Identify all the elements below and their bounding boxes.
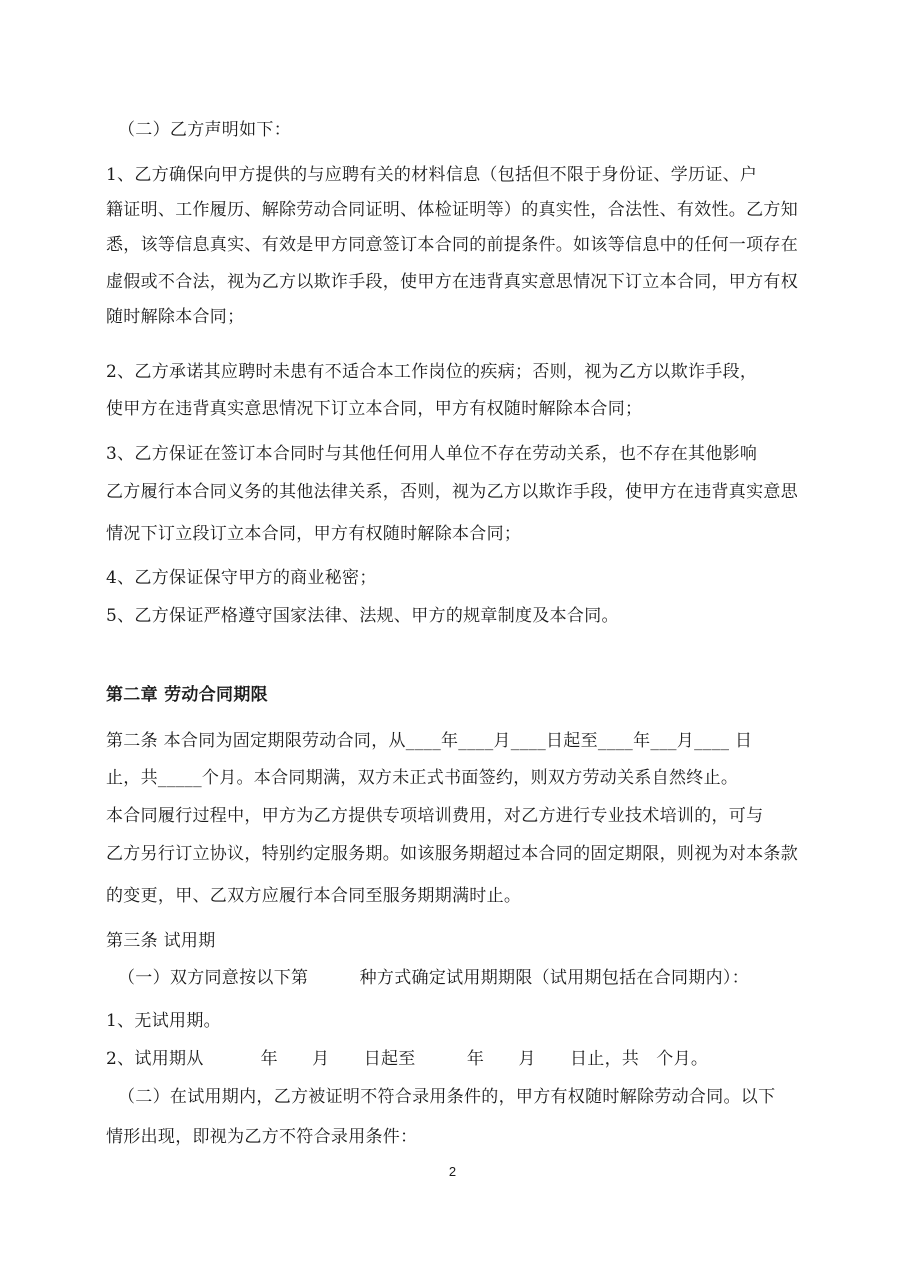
paragraph-line: 情形出现，即视为乙方不符合录用条件： [106,1127,418,1147]
paragraph-line: 5、乙方保证严格遵守国家法律、法规、甲方的规章制度及本合同。 [106,606,619,626]
paragraph-line: 乙方另行订立协议，特别约定服务期。如该服务期超过本合同的固定期限，则视为对本条款 [106,844,798,864]
paragraph-line: 使甲方在违背真实意思情况下订立本合同，甲方有权随时解除本合同； [106,399,643,419]
paragraph-line: 1、乙方确保向甲方提供的与应聘有关的材料信息（包括但不限于身份证、学历证、户 [106,165,758,185]
chapter-heading: 第二章 劳动合同期限 [106,685,268,705]
paragraph-line: 虚假或不合法，视为乙方以欺诈手段，使甲方在违背真实意思情况下订立本合同，甲方有权 [106,272,798,292]
paragraph-line: （二）在试用期内，乙方被证明不符合录用条件的，甲方有权随时解除劳动合同。以下 [118,1087,776,1107]
paragraph-line: 悉，该等信息真实、有效是甲方同意签订本合同的前提条件。如该等信息中的任何一项存在 [106,235,798,255]
paragraph-line: （一）双方同意按以下第 种方式确定试用期期限（试用期包括在合同期内）： [118,968,750,988]
paragraph-line: 随时解除本合同； [106,307,245,327]
page-number: 2 [448,1164,457,1179]
paragraph-line: 止，共_____个月。本合同期满，双方未正式书面签约，则双方劳动关系自然终止。 [106,768,739,788]
article-heading: 第三条 试用期 [106,931,216,951]
paragraph-line: 4、乙方保证保守甲方的商业秘密； [106,568,377,588]
paragraph-line: 第二条 本合同为固定期限劳动合同，从____年____月____日起至____年___月____ 日 [106,731,753,751]
paragraph-line: 2、乙方承诺其应聘时未患有不适合本工作岗位的疾病；否则，视为乙方以欺诈手段， [106,362,758,382]
paragraph-line: 籍证明、工作履历、解除劳动合同证明、体检证明等）的真实性，合法性、有效性。乙方知 [106,200,798,220]
paragraph-line: 乙方履行本合同义务的其他法律关系，否则，视为乙方以欺诈手段，使甲方在违背真实意思 [106,482,798,502]
paragraph-line: 的变更，甲、乙双方应履行本合同至服务期期满时止。 [106,886,522,906]
paragraph-line: 2、试用期从 年 月 日起至 年 月 日止，共 个月。 [106,1049,709,1069]
paragraph-line: 1、无试用期。 [106,1011,221,1031]
section-heading: （二）乙方声明如下： [118,120,291,140]
paragraph-line: 本合同履行过程中，甲方为乙方提供专项培训费用，对乙方进行专业技术培训的，可与 [106,806,764,826]
paragraph-line: 3、乙方保证在签订本合同时与其他任何用人单位不存在劳动关系，也不存在其他影响 [106,444,758,464]
paragraph-line: 情况下订立段订立本合同，甲方有权随时解除本合同； [106,524,522,544]
